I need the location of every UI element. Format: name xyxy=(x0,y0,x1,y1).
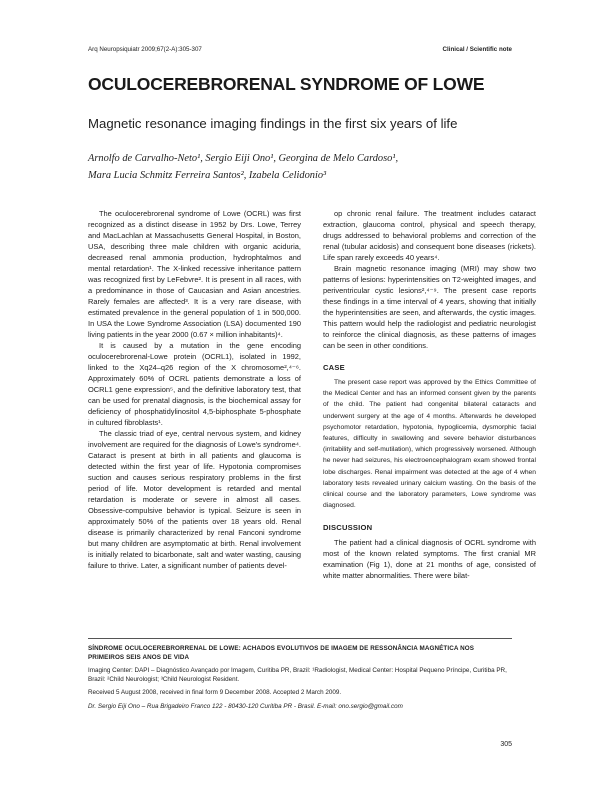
intro-paragraph-4: op chronic renal failure. The treatment includes cataract extraction, glaucoma control, physical and speech therapy, drugs addressed to behavioral problems and correction of the renal (tubular acidosis) and consequent bone diseases (rickets). Life span rarely exceeds 40 years⁴. xyxy=(323,209,536,262)
affiliations: Imaging Center: DAPI – Diagnóstico Avançado por Imagem, Curitiba PR, Brazil: ¹Radiologist, Medical Center: Hospital Pequeno Príncipe, Curitiba PR, Brazil: ²Child Neurologist; ³Child Neurologist Resident. xyxy=(88,667,507,683)
discussion-paragraph: The patient had a clinical diagnosis of OCRL syndrome with most of the known related symptoms. The first cranial MR examination (Fig 1), done at 21 months of age, consisted of white matter abnormalities. There were bilat- xyxy=(323,538,536,581)
intro-paragraph-5: Brain magnetic resonance imaging (MRI) may show two patterns of lesions: hyperintensities on T2-weighted images, and periventricular cystic lesions²,⁴⁻⁹. The present case reports these findings in a time interval of 4 years, showing that initially the hyperintensities are seen, and afterwards, the cystic images. This pattern would help the radiologist and pediatric neurologist to reinforce the clinical diagnosis, as these patterns of images can be seen in other conditions. xyxy=(323,264,536,350)
case-paragraph: The present case report was approved by the Ethics Committee of the Medical Center and has an informed consent given by the parents of the child. The patient had congenital bilateral cataracts and underwent surgery at the age of 4 months. Afterwards he developed psychomotor retardation, hypotonia, hypoglicemia, dysmorphic facial features, difficulty in swallowing and severe behavior disturbances (irritability and self-mutilation), which progressively worsened. Although he never had seizures, his electroencephalogram exam showed frontal lobe discharges. Renal impairment was detected at the age of 4 when laboratory tests revealed urinary calcium wasting. On the basis of the clinical course and the laboratory parameters, Lowe syndrome was diagnosed. xyxy=(323,379,536,510)
article-subtitle: Magnetic resonance imaging findings in the first six years of life xyxy=(88,116,458,131)
page-number: 305 xyxy=(500,741,512,748)
body-column-left xyxy=(88,208,301,571)
intro-paragraph-1: The oculocerebrorenal syndrome of Lowe (OCRL) was first recognized as a distinct disease in 1952 by Drs. Lowe, Terrey and MacLachlan at Massachusetts General Hospital, in Boston, USA, describing three male children with organic aciduria, decreased renal ammonia production, hydrophtalmos and mental retardation¹. The X-linked recessive inheritance pattern was recognized first by LeFebvre². It is present in all races, with a predominance in those of Caucasian and Asian ancestries. Rarely females are affected³. It is a very rare disease, with estimated prevalence in the general population of 1 in 500,000. In USA the Lowe Syndrome Association (LSA) documented 190 living patients in the year 2000 (0.67 × million inhabitants)⁴. xyxy=(88,209,301,339)
journal-citation: Arq Neuropsiquiatr 2009;67(2-A):305-307 xyxy=(88,46,202,53)
intro-paragraph-3: The classic triad of eye, central nervous system, and kidney involvement are required for the diagnosis of Lowe's syndrome⁴. Cataract is present at birth in all patients and glaucoma is detected within the first year of life. Hypotonia compromises suction and causes serious respiratory problems in the first period of life. Motor development is retarded and mental retardation is moderate or severe in almost all cases. Obsessive-compulsive behavior is typical. Seizure is seen in approximately 50% of the patients over 18 years old. Renal disease is primarily characterized by renal Fanconi syndrome but many children are asymptomatic at birth. Renal involvement is initially related to bicarbonate, salt and water wasting, causing failure to thrive. Later, a significant number of patients devel- xyxy=(88,429,301,570)
article-title: OCULOCEREBRORENAL SYNDROME OF LOWE xyxy=(88,74,485,94)
intro-paragraph-2: It is caused by a mutation in the gene encoding oculocerebrorenal-Lowe protein (OCRL1), isolated in 1992, linked to the Xq24–q26 region of the X chromosome²,⁴⁻⁶. Approximately 60% of OCRL patients demonstrate a loss of OCRL1 gene expression⁵, and the definitive laboratory test, that can be used for prenatal diagnosis, is the biochemical assay for deficiency of phosphatidylinositol 4,5-biphosphate 5-phosphate in cultured fibroblasts¹. xyxy=(88,341,301,427)
footnotes xyxy=(88,645,512,717)
case-heading: CASE xyxy=(323,363,345,372)
submission-dates: Received 5 August 2008, received in final form 9 December 2008. Accepted 2 March 2009. xyxy=(88,689,342,697)
running-head xyxy=(88,46,512,58)
body-column-right xyxy=(323,208,536,581)
author-list xyxy=(88,150,528,184)
authors-line-2: Mara Lucia Schmitz Ferreira Santos², Izabela Celidonio³ xyxy=(88,170,327,181)
discussion-heading: DISCUSSION xyxy=(323,523,373,533)
authors-line-1: Arnolfo de Carvalho-Neto¹, Sergio Eiji Ono¹, Georgina de Melo Cardoso¹, xyxy=(88,153,399,164)
correspondence: Dr. Sergio Eiji Ono – Rua Brigadeiro Franco 122 - 80430-120 Curitiba PR - Brasil. E-mail: ono.sergio@gmail.com xyxy=(88,702,403,710)
footnote-divider xyxy=(88,638,512,639)
section-label: Clinical / Scientific note xyxy=(442,46,512,53)
portuguese-title: SÍNDROME OCULOCEREBRORRENAL DE LOWE: ACHADOS EVOLUTIVOS DE IMAGEM DE RESSONÂNCIA MAGNÉTICA NOS PRIMEIROS SEIS ANOS DE VIDA xyxy=(88,645,475,661)
